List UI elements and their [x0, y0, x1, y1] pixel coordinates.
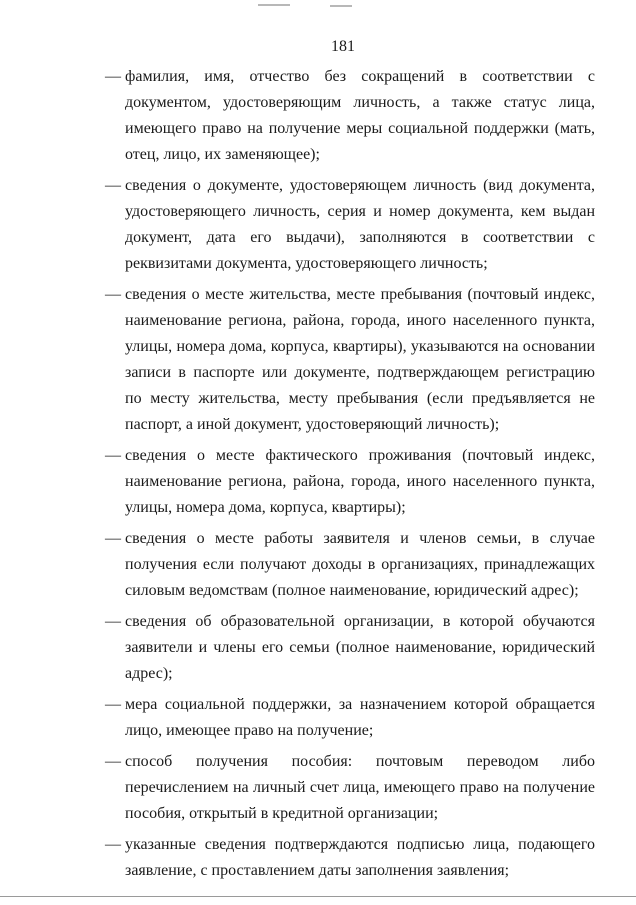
dash-bullet: — — [105, 68, 121, 85]
list-item — [105, 64, 595, 168]
list-item — [105, 173, 595, 277]
bottom-divider — [0, 896, 636, 897]
dash-bullet: — — [105, 753, 121, 770]
dash-bullet: — — [105, 177, 121, 194]
list-item — [105, 443, 595, 521]
list-item — [105, 692, 595, 744]
page-number: 181 — [331, 38, 355, 55]
dash-bullet: — — [105, 836, 121, 853]
dash-bullet: — — [105, 530, 121, 547]
list-item-text: фамилия, имя, отчество без сокращений в соответствии с документом, удостоверяющим личность, а также статус лица, имеющего право на получение меры социальной поддержки (мать, отец, лицо, их заменяющее); — [125, 68, 595, 163]
list-item — [105, 832, 595, 884]
list-item-text: способ получения пособия: почтовым переводом либо перечислением на личный счет лица, имеющего право на получение пособия, открытый в кредитной организации; — [125, 753, 595, 822]
dash-bullet: — — [105, 447, 121, 464]
list-item — [105, 282, 595, 438]
list-item-text: сведения о месте фактического проживания (почтовый индекс, наименование региона, района, города, иного населенного пункта, улицы, номера дома, корпуса, квартиры); — [125, 447, 595, 516]
dash-bullet: — — [105, 613, 121, 630]
dash-bullet: — — [105, 286, 121, 303]
list-item-text: сведения о месте жительства, месте пребывания (почтовый индекс, наименование региона, района, города, иного населенного пункта, улицы, номера дома, корпуса, квартиры), указываются на основании записи в паспорте или документе, подтверждающем регистрацию по месту жительства, месту пребывания (если предъявляется не паспорт, а иной документ, удостоверяющий личность); — [125, 286, 595, 433]
list-item-text: сведения об образовательной организации, в которой обучаются заявители и члены его семьи (полное наименование, юридический адрес); — [125, 613, 595, 682]
list-item — [105, 609, 595, 687]
list-item-text: сведения о документе, удостоверяющем личность (вид документа, удостоверяющего личность, серия и номер документа, кем выдан документ, дата его выдачи), заполняются в соответствии с реквизитами документа, удостоверяющего личность; — [125, 177, 595, 272]
scan-artifact — [330, 5, 352, 7]
list-item-text: мера социальной поддержки, за назначением которой обращается лицо, имеющее право на получение; — [125, 696, 595, 739]
dash-bullet: — — [105, 696, 121, 713]
scan-artifact — [258, 4, 290, 6]
list-item-text: сведения о месте работы заявителя и членов семьи, в случае получения если получают доходы в организациях, принадлежащих силовым ведомствам (полное наименование, юридический адрес); — [125, 530, 595, 599]
requirements-list — [105, 64, 595, 889]
list-item — [105, 749, 595, 827]
list-item — [105, 526, 595, 604]
list-item-text: указанные сведения подтверждаются подписью лица, подающего заявление, с проставлением даты заполнения заявления; — [125, 836, 595, 879]
